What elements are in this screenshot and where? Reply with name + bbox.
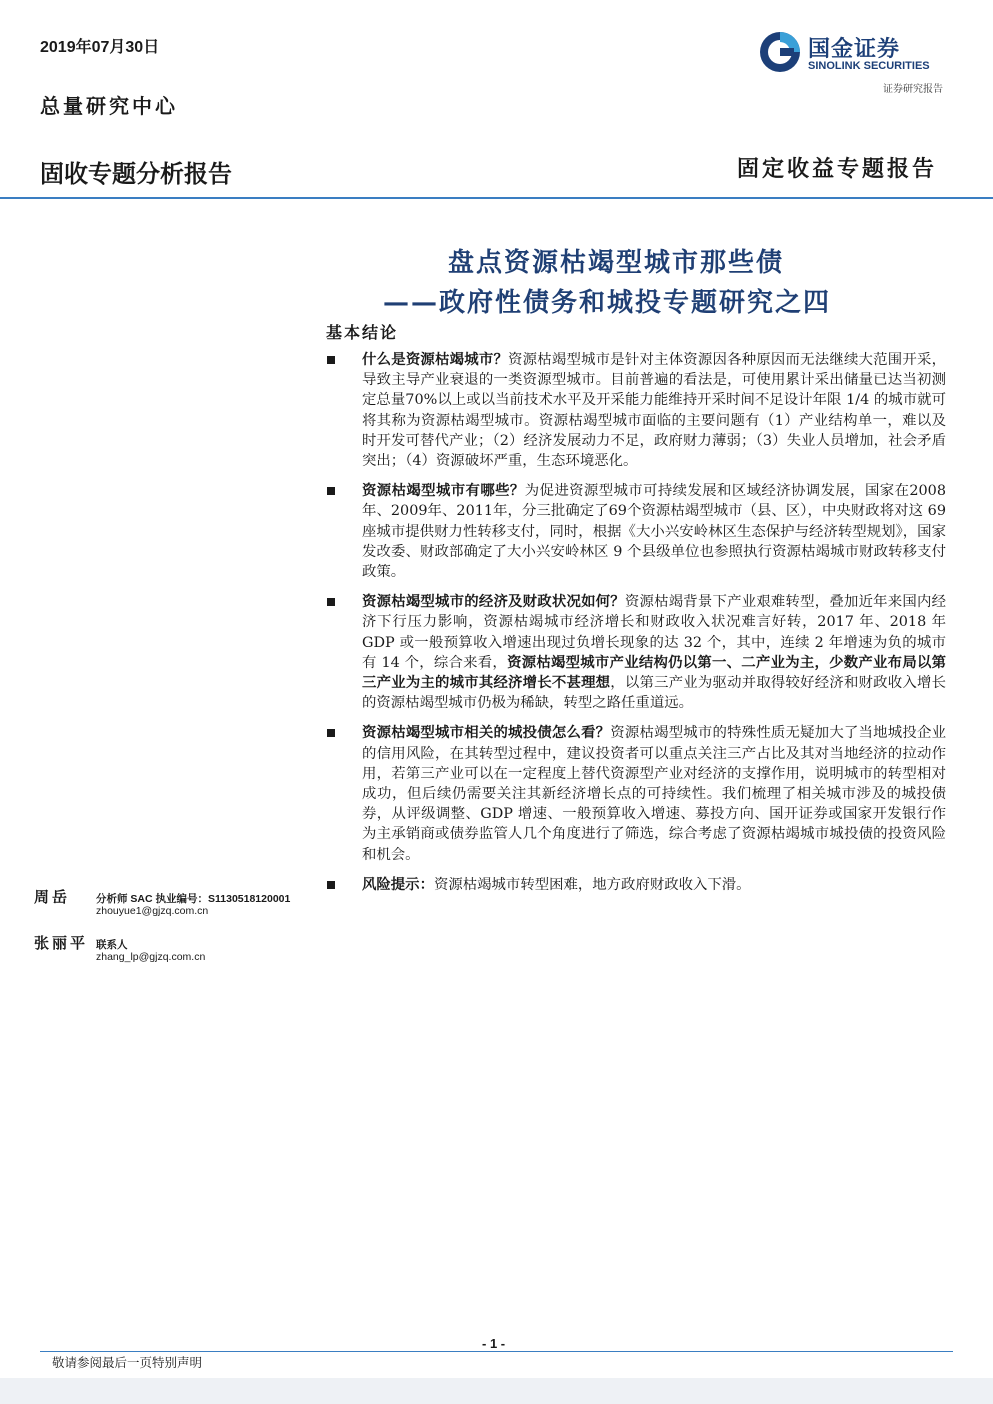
bullet-bold-text: 资源枯竭型城市产业结构仍以第一、二产业为主，少数产业布局以第三产业为主的城市其经济增长不甚理想: [362, 653, 946, 692]
bullet-question: 资源枯竭型城市相关的城投债怎么看？: [362, 724, 611, 742]
page-number: - 1 -: [482, 1336, 506, 1351]
logo-name-en: SINOLINK SECURITIES: [808, 60, 930, 72]
bullet-square-icon: [327, 356, 335, 364]
main-title: 盘点资源枯竭型城市那些债: [448, 248, 785, 278]
report-category: 固定收益专题报告: [736, 156, 937, 182]
bullet-text: 资源枯竭型城市的特殊性质无疑加大了当地城投企业的信用风险，在其转型过程中，建议投资者可以重点关注三产占比及其对当地经济的拉动作用，若第三产业可以在一定程度上替代资源型产业对经济的支撑作用，说明城市的转型相对成功，但后续仍需要关注其新经济增长点的可持续性。我们梳理了相关城市涉及的城投债券，从评级调整、GDP 增速、一般预算收入增速、募投方向、国开证券或国家开发银行作为主承销商或债券监管人几个角度进行了筛选，综合考虑了资源枯竭城市城投债的投资风险和机会。: [362, 725, 946, 863]
bullet-text: 资源枯竭城市转型困难，地方政府财政收入下滑。: [433, 876, 751, 893]
author-role: 联系人: [96, 939, 128, 951]
research-center: 总量研究中心: [40, 94, 178, 118]
bullet-square-icon: [327, 598, 335, 606]
company-logo: [758, 30, 948, 78]
logo-name-cn: 国金证券: [808, 36, 901, 61]
list-item: [326, 723, 946, 864]
section-heading: 基本结论: [326, 323, 399, 342]
bullet-text: 资源枯竭背景下产业艰难转型，叠加近年来国内经济下行压力影响，资源枯竭城市经济增长和财政收入状况难言好转，2017 年、2018 年 GDP 或一般预算收入增速出现过负增长现象的达 32 个，其中，连续 2 年增速为负的城市有 14 个，综合来看，: [362, 594, 946, 671]
header-divider: [0, 197, 993, 199]
author-name: 周岳: [34, 888, 71, 906]
footer-disclaimer: 敬请参阅最后一页特别声明: [52, 1355, 203, 1370]
sinolink-logo-icon: [758, 30, 802, 74]
author-email[interactable]: zhang_lp@gjzq.com.cn: [96, 951, 206, 963]
list-item: [326, 875, 946, 895]
footer-band: [0, 1378, 993, 1404]
report-date: 2019年07月30日: [40, 39, 160, 56]
bullet-question: 资源枯竭型城市的经济及财政状况如何？: [362, 593, 625, 611]
author-role: 分析师 SAC 执业编号：S1130518120001: [96, 893, 291, 905]
list-item: [326, 481, 946, 582]
footer-divider: [40, 1351, 953, 1352]
logo-subtitle: 证券研究报告: [883, 84, 943, 95]
bullet-text: 资源枯竭型城市是针对主体资源因各种原因而无法继续大范围开采，导致主导产业衰退的一类资源型城市。目前普遍的看法是，可使用累计采出储量已达当初测定总量70%以上或以当前技术水平及开采能力能维持开采时间不足设计年限 1/4 的城市就可将其称为资源枯竭型城市。资源枯竭型城市面临的主要问题有（1）产业结构单一，难以及时开发可替代产业；（2）经济发展动力不足，政府财力薄弱；（3）失业人员增加，社会矛盾突出；（4）资源破坏严重，生态环境恶化。: [362, 352, 946, 470]
bullet-question: 风险提示：: [362, 875, 434, 893]
bullet-question: 什么是资源枯竭城市？: [362, 351, 509, 368]
report-type-title: 固收专题分析报告: [40, 161, 232, 188]
bullet-square-icon: [327, 729, 335, 737]
bullet-question: 资源枯竭型城市有哪些？: [362, 482, 525, 500]
conclusion-list: [326, 350, 946, 905]
list-item: [326, 592, 946, 713]
bullet-square-icon: [327, 881, 335, 889]
list-item: [326, 350, 946, 471]
bullet-text: 为促进资源型城市可持续发展和区域经济协调发展，国家在2008年、2009年、2011年，分三批确定了69个资源枯竭型城市（县、区），中央财政将对这 69 座城市提供财力性转移支付，同时，根据《大小兴安岭林区生态保护与经济转型规划》，国家发改委、财政部确定了大小兴安岭林区 9 个县级单位也参照执行资源枯竭城市财政转移支付政策。: [362, 483, 946, 581]
bullet-square-icon: [327, 487, 335, 495]
bullet-text: ，以第三产业为驱动并取得较好经济和财政收入增长的资源枯竭型城市仍极为稀缺，转型之路任重道远。: [362, 675, 946, 712]
author-email[interactable]: zhouyue1@gjzq.com.cn: [96, 905, 209, 917]
author-name: 张丽平: [34, 934, 89, 952]
sub-title: ——政府性债务和城投专题研究之四: [383, 288, 832, 318]
